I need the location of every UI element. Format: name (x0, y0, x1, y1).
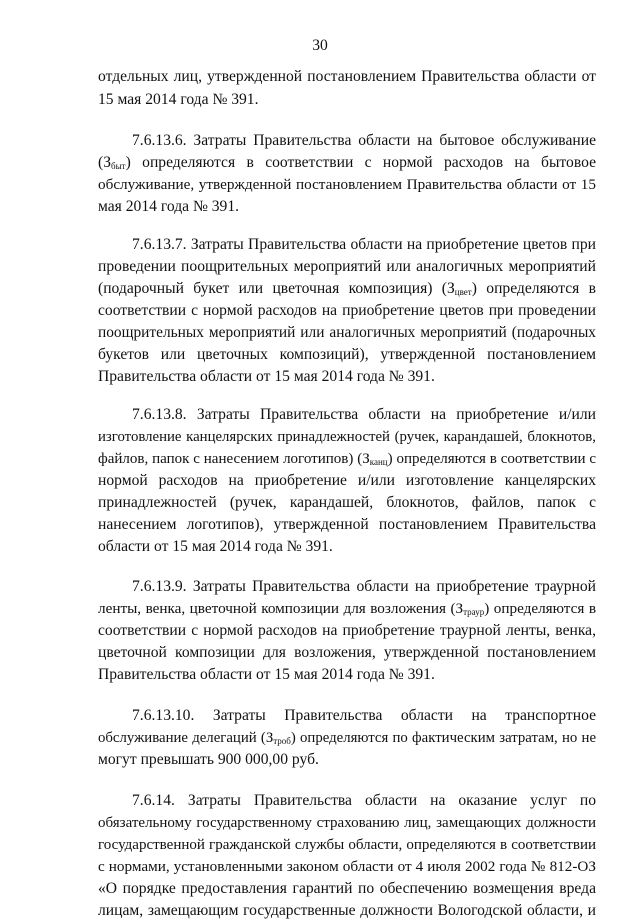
paragraph-7-6-13-6-line: 7.6.13.6. Затраты Правительства области на бытовое обслуживание (132, 132, 596, 149)
paragraph-7-6-13-10-line: обслуживание делегаций $(З_{троб})$ определяются по фактическим затратам, но не (98, 730, 597, 746)
paragraph-7-6-13-7-line: Правительства области от 15 мая 2014 года № 391. (98, 368, 435, 385)
paragraph-7-6-13-8-line: файлов, папок с нанесением логотипов) $(З_{канц})$ определяются в соответствии с (98, 451, 597, 467)
paragraph-7-6-13-8-line: нанесением логотипов), утвержденной постановлением Правительства (98, 516, 596, 533)
paragraph-7-6-13-6-line: обслуживание, утвержденной постановлением Правительства области от 15 (98, 176, 596, 193)
paragraph-7-6-13-6-line: $(З_{быт})$ определяются в соответствии с нормой расходов на бытовое (98, 154, 597, 171)
paragraph-7-6-13-9-line: 7.6.13.9. Затраты Правительства области на приобретение траурной (132, 578, 596, 595)
paragraph-7-6-13-10-line: могут превышать 900 000,00 руб. (98, 751, 319, 768)
cost-symbol: $(З_{быт})$ (98, 154, 131, 171)
paragraph-7-6-13-7-line: соответствии с нормой расходов на приобретение цветов при проведении (98, 302, 596, 319)
paragraph-7-6-13-7-line: поощрительных мероприятий или аналогичных мероприятий (подарочных (98, 324, 596, 341)
paragraph-7-6-14-line: «О порядке предоставления гарантий по обеспечению возмещения вреда (98, 880, 596, 897)
paragraph-7-6-13-9-line: ленты, венка, цветочной композиции для возложения $(З_{траур})$ определяются в (98, 600, 596, 617)
paragraph-7-6-13-9-line: цветочной композиции для возложения, утвержденной постановлением (98, 644, 596, 661)
paragraph-7-6-13-8-line: 7.6.13.8. Затраты Правительства области на приобретение и/или (132, 406, 596, 423)
paragraph-7-6-13-7-line: проведении поощрительных мероприятий или аналогичных мероприятий (98, 258, 596, 275)
paragraph-7-6-13-9-line: Правительства области от 15 мая 2014 года № 391. (98, 666, 435, 683)
paragraph-7-6-13-7-line: (подарочный букет или цветочная композиция) $(З_{цвет})$ определяются в (98, 280, 596, 297)
paragraph-7-6-13-8-line: нормой расходов на приобретение и/или изготовление канцелярских (98, 472, 596, 489)
paragraph-7-6-13-8-line: области от 15 мая 2014 года № 391. (98, 538, 333, 555)
paragraph-7-6-13-6-line: мая 2014 года № 391. (98, 198, 240, 215)
text-line: отдельных лиц, утвержденной постановлением Правительства области от (98, 68, 596, 85)
paragraph-7-6-14-line: государственной гражданской службы области, определяются в соответствии (98, 837, 596, 853)
cost-symbol: $(З_{цвет})$ (441, 280, 477, 297)
paragraph-7-6-13-7-line: букетов или цветочных композиций), утвержденной постановлением (98, 346, 596, 363)
paragraph-7-6-14-line: лицам, замещающим государственные должности Вологодской области, и (98, 902, 596, 919)
paragraph-7-6-13-8-line: принадлежностей (ручек, карандашей, блокнотов, файлов, папок с (98, 494, 596, 511)
paragraph-7-6-13-10-line: 7.6.13.10. Затраты Правительства области на транспортное (132, 707, 596, 724)
cost-symbol: $(З_{канц})$ (357, 451, 393, 467)
paragraph-7-6-13-8-line: изготовление канцелярских принадлежностей (ручек, карандашей, блокнотов, (98, 429, 596, 445)
cost-symbol: $(З_{траур})$ (450, 600, 490, 617)
paragraph-7-6-14-line: обязательному государственному страхованию лиц, замещающих должности (98, 815, 596, 831)
paragraph-7-6-14-line: с нормами, установленными законом области от 4 июля 2002 года № 812-ОЗ (98, 858, 596, 875)
page-number: 30 (312, 37, 328, 54)
paragraph-7-6-13-7-line: 7.6.13.7. Затраты Правительства области на приобретение цветов при (132, 236, 596, 253)
paragraph-7-6-14-line: 7.6.14. Затраты Правительства области на оказание услуг по (132, 792, 596, 809)
cost-symbol: $(З_{троб})$ (260, 730, 296, 746)
text-line: 15 мая 2014 года № 391. (98, 91, 259, 108)
paragraph-7-6-13-9-line: соответствии с нормой расходов на приобретение траурной ленты, венка, (98, 622, 596, 639)
